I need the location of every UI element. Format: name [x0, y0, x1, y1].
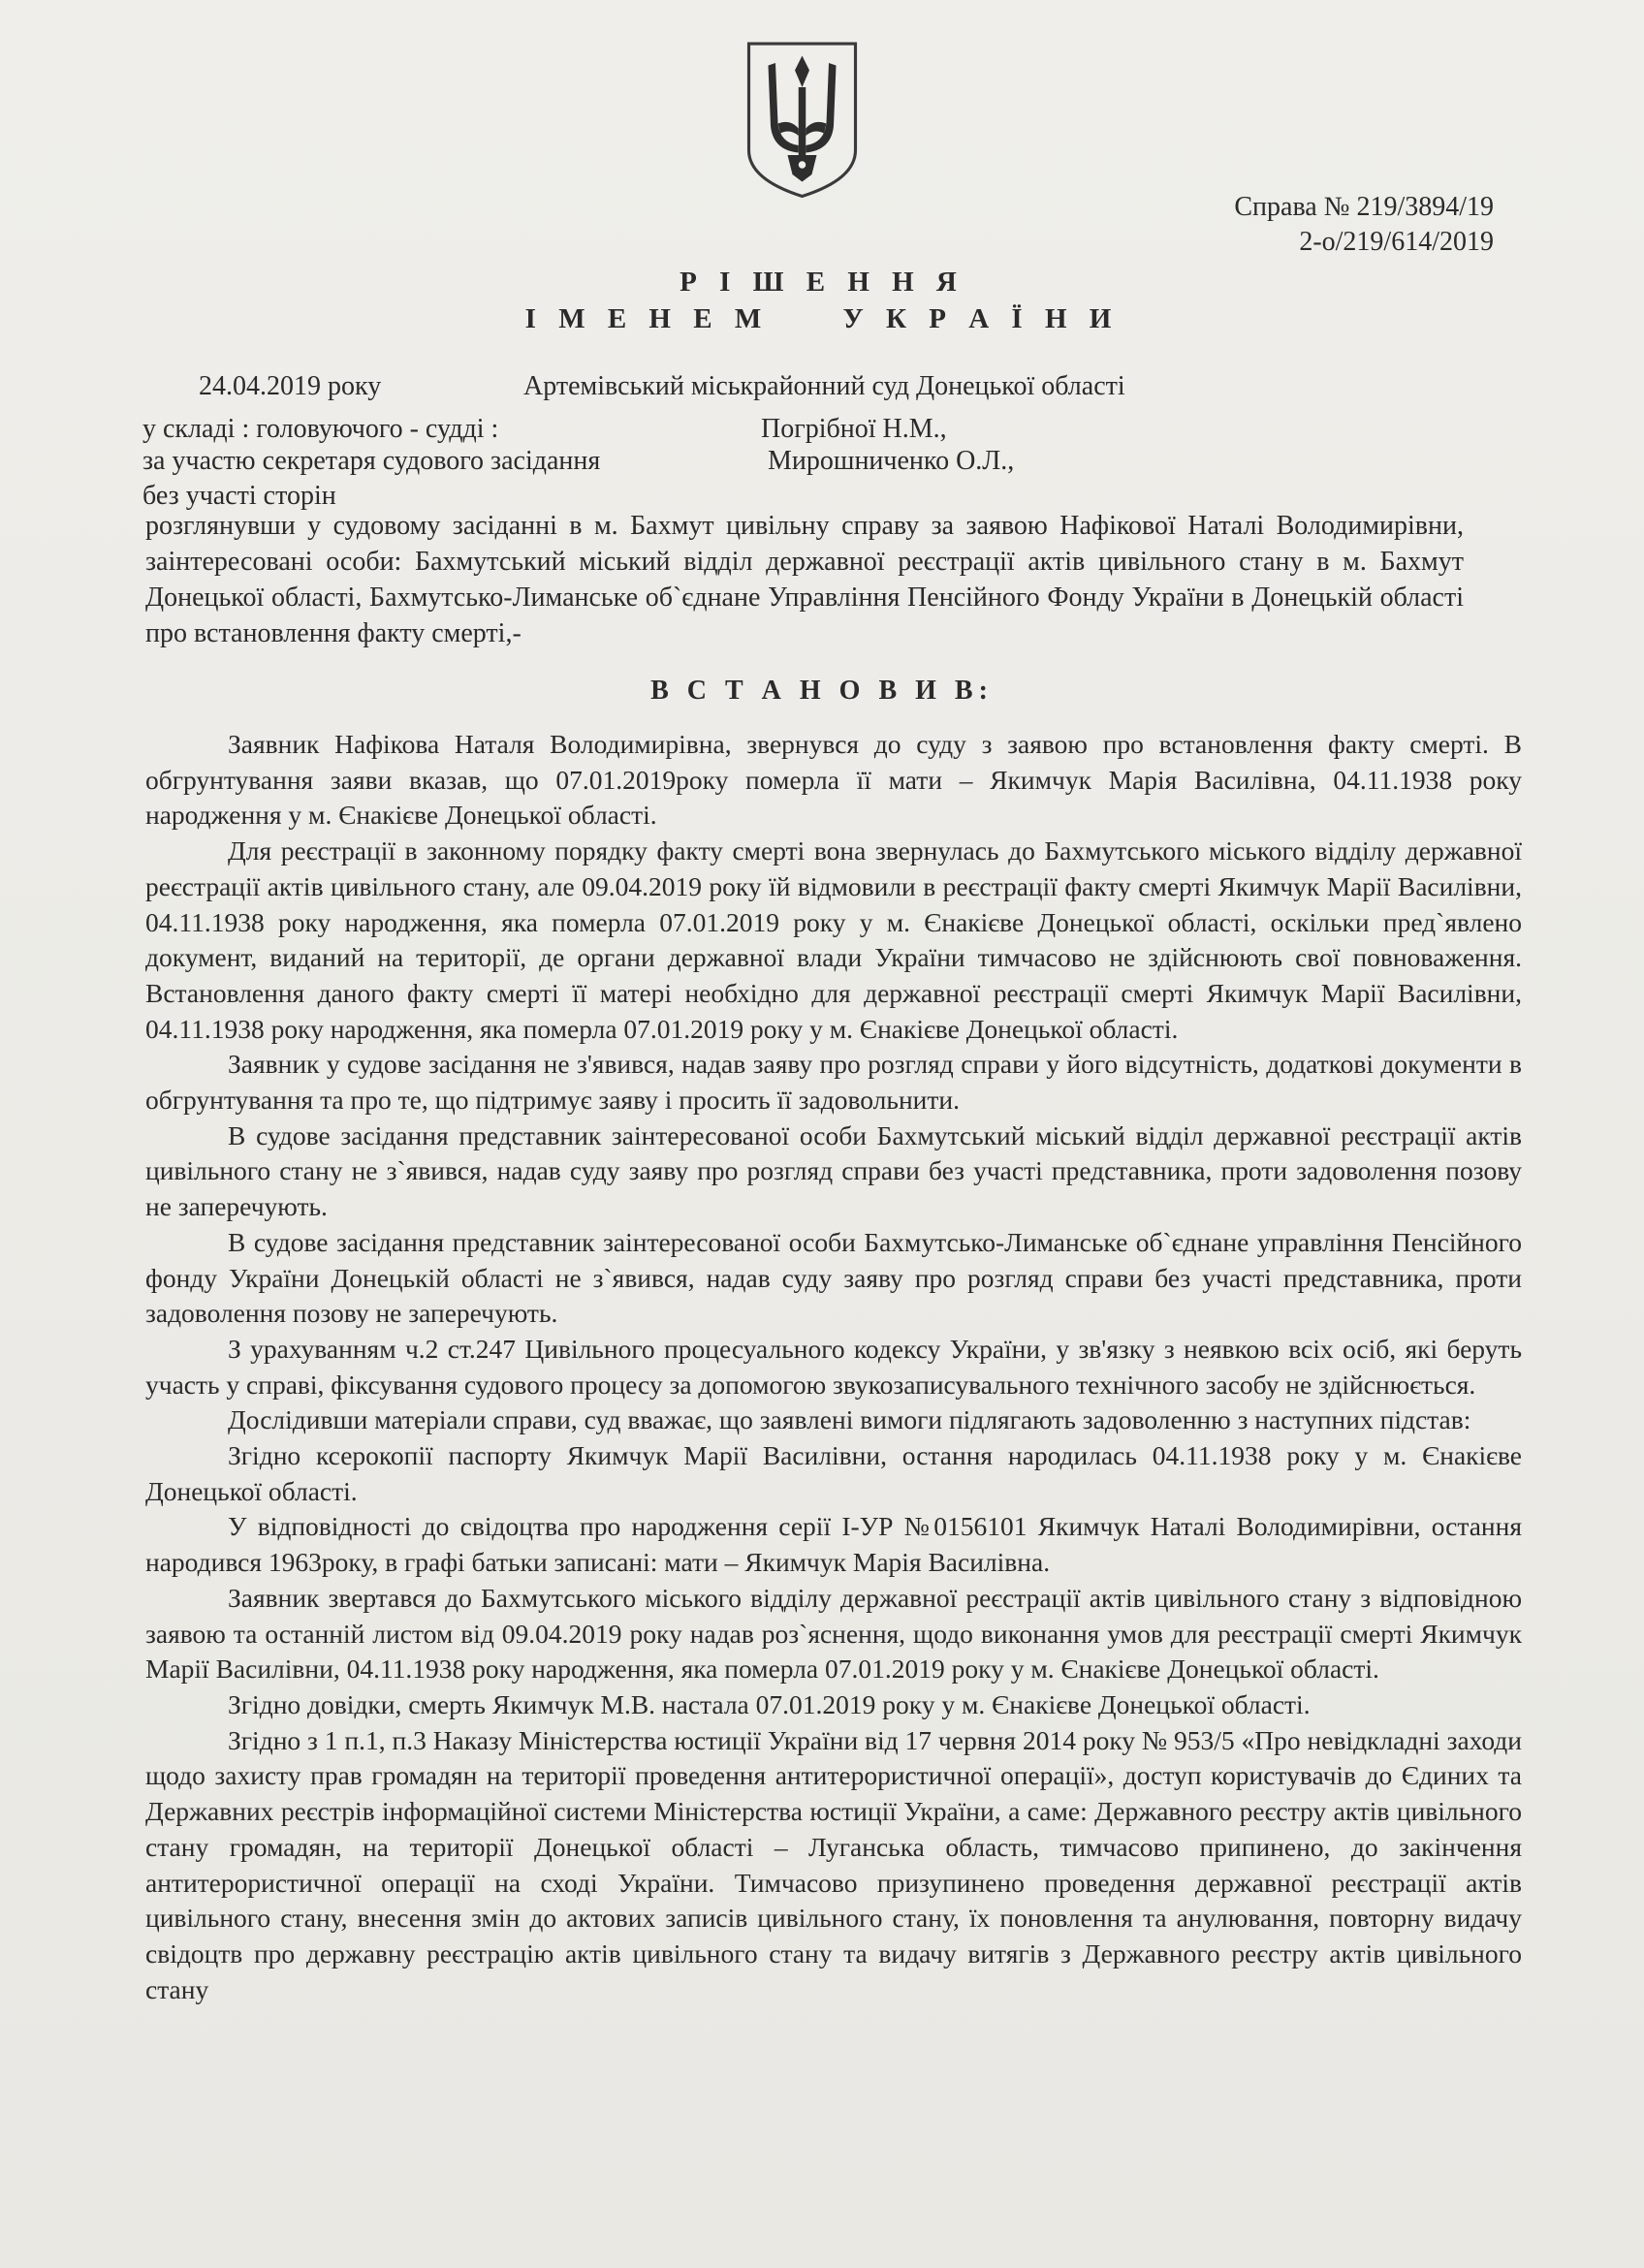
- section-title-established: В С Т А Н О В И В:: [650, 676, 994, 706]
- decision-date: 24.04.2019 року: [199, 371, 382, 401]
- paragraph: Заявник у судове засідання не з'явився, надав заяву про розгляд справи у його відсутність, додаткові документи в обгрунтування та про те, що підтримує заяву і просить її задовольнити.: [145, 1049, 1522, 1116]
- paragraph: Заявник Нафікова Наталя Володимирівна, звернувся до суду з заявою про встановлення факту смерті. В обгрунтування заяви вказав, що 07.01.2019року померла її мати – Якимчук Марія Василівна, 04.11.1938 року народження у м. Єнакієве Донецької області.: [145, 729, 1522, 831]
- secretary-label: за участю секретаря судового засідання: [142, 446, 601, 476]
- parties-note: без участі сторін: [142, 481, 336, 511]
- judge-label: у складі : головуючого - судді :: [142, 414, 499, 444]
- paragraph: Згідно з 1 п.1, п.3 Наказу Міністерства юстиції України від 17 червня 2014 року № 953/5 «Про невідкладні заходи щодо захисту прав громадян на території проведення антитерористичної операції», доступ користувачів до Єдиних та Державних реєстрів інформаційної системи Міністерства юстиції України, а саме: Державного реєстру актів цивільного стану громадян, на території Донецької області – Луганська область, тимчасово припинено, до закінчення антитерористичної операції на сході України. Тимчасово призупинено проведення державної реєстрації актів цивільного стану, внесення змін до актових записів цивільного стану, їх поновлення та анулювання, повторну видачу свідоцтв про державну реєстрацію актів цивільного стану та видачу витягів з Державного реєстру актів цивільного стану: [145, 1724, 1523, 2004]
- paragraph: Дослідивши матеріали справи, суд вважає, що заявлені вимоги підлягають задоволенню з наступних підстав:: [228, 1404, 1471, 1435]
- case-number: Справа № 219/3894/19: [1234, 192, 1494, 222]
- judge-name: Погрібної Н.М.,: [761, 414, 947, 444]
- paragraph: Для реєстрації в законному порядку факту смерті вона звернулась до Бахмутського міського відділу державної реєстрації актів цивільного стану, але 09.04.2019 року їй відмовили в реєстрації факту смерті Якимчук Марії Василівни, 04.11.1938 року народження, яка померла 07.01.2019 року у м. Єнакієве Донецької області, оскільки пред`явлено документ, виданий на території, де органи державної влади України тимчасово не здійснюють свої повноваження. Встановлення даного факту смерті її матері необхідно для державної реєстрації смерті Якимчук Марії Василівни, 04.11.1938 року народження, яка померла 07.01.2019 року у м. Єнакієве Донецької області.: [145, 835, 1522, 1044]
- document-title: [0, 264, 1644, 337]
- secretary-name: Мирошниченко О.Л.,: [768, 446, 1015, 476]
- proceeding-number: 2-о/219/614/2019: [1299, 227, 1494, 257]
- paragraph: В судове засідання представник заінтересованої особи Бахмутсько-Лиманське об`єднане управління Пенсійного фонду України Донецькій області не з`явився, надав суду заяву про розгляд справи без участі представника, проти задоволення позову не заперечують.: [145, 1226, 1522, 1329]
- trident-coat-of-arms-icon: [742, 39, 863, 199]
- paragraph: У відповідності до свідоцтва про народження серії І-УР №0156101 Якимчук Наталі Володимирівни, остання народився 1963року, в графі батьки записані: мати – Якимчук Марія Василівна.: [145, 1511, 1522, 1578]
- paragraph: З урахуванням ч.2 ст.247 Цивільного процесуального кодексу України, у зв'язку з неявкою всіх осіб, які беруть участь у справі, фіксування судового процесу за допомогою звукозаписувального технічного засобу не здійснюється.: [145, 1333, 1522, 1400]
- title-decision: Р І Ш Е Н Н Я: [680, 267, 964, 298]
- decision-body: [145, 727, 1522, 2007]
- title-in-name-of-ukraine: І М Е Н Е М У К Р А Ї Н И: [524, 303, 1120, 334]
- paragraph: Згідно довідки, смерть Якимчук М.В. настала 07.01.2019 року у м. Єнакієве Донецької області.: [228, 1688, 1311, 1719]
- paragraph: Згідно ксерокопії паспорту Якимчук Марії Василівни, остання народилась 04.11.1938 року у м. Єнакієве Донецької області.: [145, 1440, 1522, 1506]
- intro-paragraph: розглянувши у судовому засіданні в м. Бахмут цивільну справу за заявою Нафікової Наталі Володимирівни, заінтересовані особи: Бахмутський міський відділ державної реєстрації актів цивільного стану в м. Бахмут Донецької області, Бахмутсько-Лиманське об`єднане Управління Пенсійного Фонду України в Донецькій області про встановлення факту смерті,-: [145, 511, 1464, 648]
- paragraph: В судове засідання представник заінтересованої особи Бахмутський міський відділ державної реєстрації актів цивільного стану не з`явився, надав суду заяву про розгляд справи без участі представника, проти задоволення позову не заперечують.: [145, 1119, 1522, 1222]
- paragraph: Заявник звертався до Бахмутського міського відділу державної реєстрації актів цивільного стану з відповідною заявою та останній листом від 09.04.2019 року надав роз`яснення, щодо виконання умов для реєстрації смерті Якимчук Марії Василівни, 04.11.1938 року народження, яка померла 07.01.2019 року у м. Єнакієве Донецької області.: [145, 1582, 1522, 1685]
- court-name: Артемівський міськрайонний суд Донецької області: [523, 371, 1125, 401]
- case-number-block: [1234, 190, 1494, 260]
